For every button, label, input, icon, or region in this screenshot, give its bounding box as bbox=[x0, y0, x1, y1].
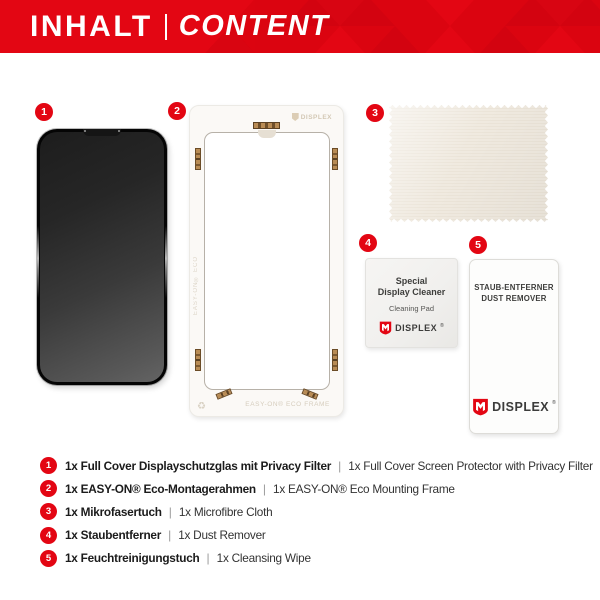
notch-cutout-left bbox=[84, 130, 86, 132]
legend-english: 1x Cleansing Wipe bbox=[216, 551, 311, 566]
cleaner-line1: Special bbox=[395, 276, 428, 286]
legend-divider: | bbox=[206, 551, 210, 566]
legend-badge-2: 2 bbox=[40, 480, 57, 497]
dust-remover-brand-logo bbox=[470, 398, 558, 416]
cleaner-line3: Cleaning Pad bbox=[388, 304, 435, 313]
frame-footer-print: EASY-ON® ECO FRAME bbox=[245, 401, 330, 408]
recycling-icon: ♻ bbox=[197, 401, 206, 412]
cleaner-line2: Display Cleaner bbox=[377, 287, 446, 297]
contents-legend bbox=[40, 454, 593, 570]
displex-shield-icon bbox=[472, 398, 489, 416]
legend-english: 1x EASY-ON® Eco Mounting Frame bbox=[273, 481, 455, 496]
registered-mark: ® bbox=[440, 323, 444, 329]
dust-remover-sachet bbox=[469, 259, 559, 434]
legend-german: 1x Feuchtreinigungstuch bbox=[65, 551, 200, 566]
legend-english: 1x Dust Remover bbox=[178, 528, 266, 543]
legend-badge-1: 1 bbox=[40, 457, 57, 474]
brand-name: DISPLEX bbox=[492, 400, 550, 414]
legend-row-5 bbox=[40, 547, 580, 570]
item-badge-3: 3 bbox=[366, 104, 384, 122]
legend-divider: | bbox=[338, 458, 342, 473]
cleaner-brand-logo bbox=[366, 321, 457, 335]
frame-tab-top bbox=[253, 122, 280, 129]
displex-shield-icon bbox=[292, 113, 299, 121]
legend-row-3 bbox=[40, 500, 580, 523]
eco-mounting-frame bbox=[189, 105, 344, 417]
legend-row-4 bbox=[40, 524, 580, 547]
microfibre-cloth bbox=[389, 105, 548, 222]
frame-brand-logo bbox=[292, 113, 332, 121]
legend-english: 1x Full Cover Screen Protector with Privacy Filter bbox=[348, 458, 593, 473]
page-title bbox=[30, 0, 329, 53]
legend-german: 1x Full Cover Displayschutzglas mit Privacy Filter bbox=[65, 458, 332, 473]
frame-tab-right-upper bbox=[332, 148, 338, 170]
legend-german: 1x Mikrofasertuch bbox=[65, 504, 162, 519]
title-divider bbox=[165, 14, 167, 40]
legend-badge-3: 3 bbox=[40, 503, 57, 520]
edge-reflection-left bbox=[37, 226, 39, 298]
legend-divider: | bbox=[262, 481, 267, 496]
frame-notch-bump bbox=[258, 130, 276, 138]
phone-notch bbox=[83, 129, 121, 136]
privacy-glass-surface bbox=[40, 132, 164, 382]
item-badge-5: 5 bbox=[469, 236, 487, 254]
brand-name: DISPLEX bbox=[395, 323, 438, 333]
frame-tab-right-lower bbox=[332, 349, 338, 371]
frame-side-print: EASY-ON® ECO bbox=[193, 256, 199, 316]
privacy-screen-protector bbox=[37, 129, 167, 385]
cleaning-pad-sachet bbox=[365, 258, 458, 348]
item-badge-4: 4 bbox=[359, 234, 377, 252]
legend-english: 1x Microfibre Cloth bbox=[178, 504, 273, 519]
item-badge-1: 1 bbox=[35, 103, 53, 121]
dust-remover-line2: DUST REMOVER bbox=[481, 294, 547, 303]
frame-brand-text: DISPLEX bbox=[300, 113, 332, 121]
legend-divider: | bbox=[168, 528, 172, 543]
legend-german: 1x EASY-ON® Eco-Montagerahmen bbox=[65, 481, 256, 496]
frame-opening bbox=[204, 132, 330, 390]
title-german: INHALT bbox=[30, 9, 153, 43]
legend-badge-5: 5 bbox=[40, 550, 57, 567]
legend-divider: | bbox=[168, 504, 172, 519]
frame-tab-left-lower bbox=[195, 349, 201, 371]
item-badge-2: 2 bbox=[168, 102, 186, 120]
edge-reflection-right bbox=[165, 226, 167, 298]
displex-shield-icon bbox=[379, 321, 392, 335]
legend-row-2 bbox=[40, 477, 580, 500]
legend-row-1 bbox=[40, 454, 593, 477]
registered-mark: ® bbox=[552, 400, 556, 406]
legend-german: 1x Staubentferner bbox=[65, 528, 162, 543]
header-banner bbox=[0, 0, 600, 53]
notch-cutout-right bbox=[118, 130, 120, 132]
frame-tab-left-upper bbox=[195, 148, 201, 170]
title-english: CONTENT bbox=[178, 10, 330, 42]
dust-remover-line1: STAUB-ENTFERNER bbox=[474, 283, 554, 292]
legend-badge-4: 4 bbox=[40, 527, 57, 544]
